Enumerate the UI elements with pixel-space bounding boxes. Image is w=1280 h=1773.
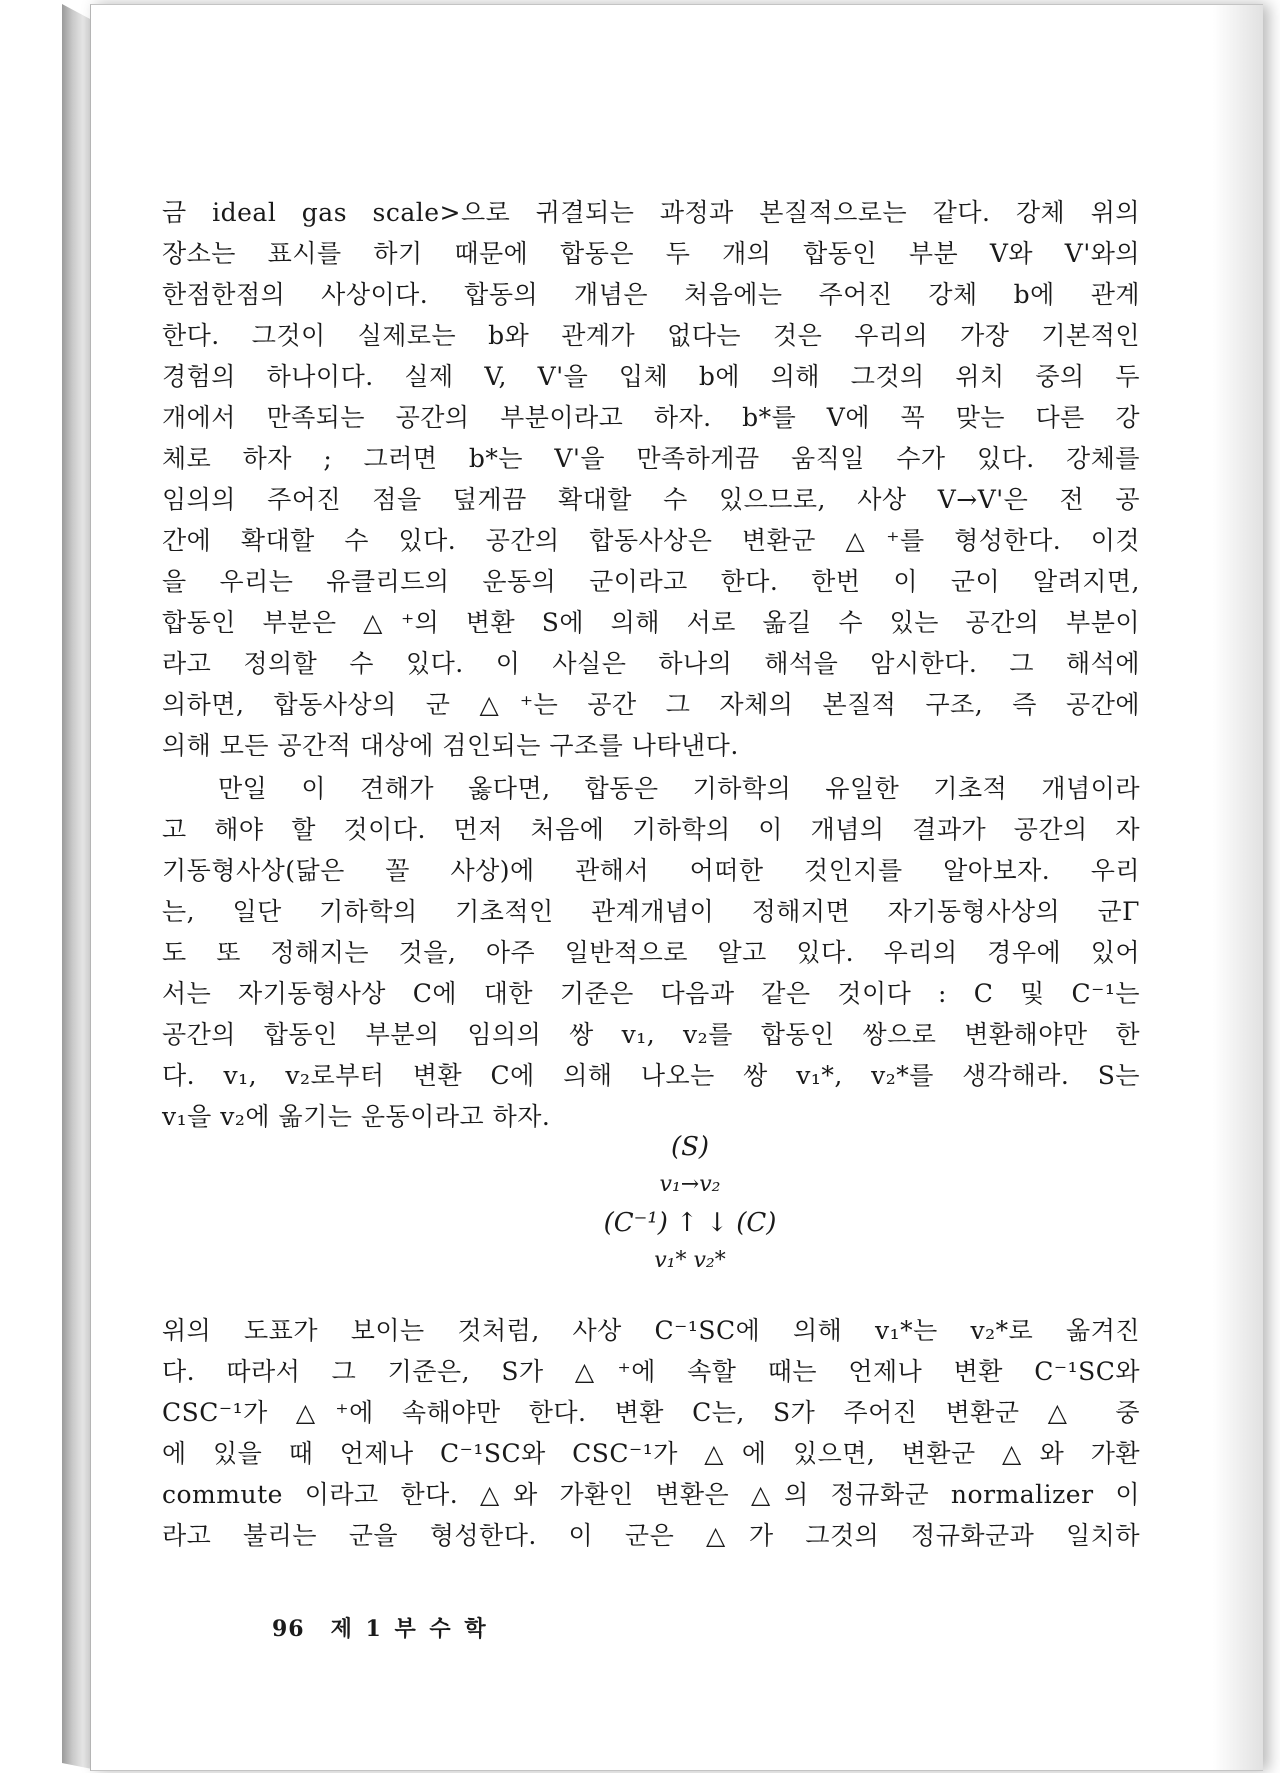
text-line: 기동형사상(닮은 꼴 사상)에 관해서 어떠한 것인지를 알아보자. 우리 bbox=[162, 856, 1140, 885]
text-line: 개에서 만족되는 공간의 부분이라고 하자. b*를 V에 꼭 맞는 다른 강 bbox=[162, 403, 1140, 432]
diagram-top-label: (S) bbox=[670, 1132, 710, 1162]
paragraph-3 bbox=[162, 1310, 1140, 1556]
page-number: 96 bbox=[272, 1616, 305, 1642]
text-line: 한점한점의 사상이다. 합동의 개념은 처음에는 주어진 강체 b에 관계 bbox=[162, 280, 1140, 309]
text-line: 서는 자기동형사상 C에 대한 기준은 다음과 같은 것이다 : C 및 C⁻¹는 bbox=[162, 979, 1140, 1008]
diagram-bottom-row: v₁* v₂* bbox=[654, 1248, 726, 1273]
paragraph-2 bbox=[162, 768, 1140, 1137]
text-line: 다. v₁, v₂로부터 변환 C에 의해 나오는 쌍 v₁*, v₂*를 생각해라. S는 bbox=[162, 1061, 1140, 1090]
text-line: 장소는 표시를 하기 때문에 합동은 두 개의 합동인 부분 V와 V'와의 bbox=[162, 239, 1140, 268]
text-line: 도 또 정해지는 것을, 아주 일반적으로 알고 있다. 우리의 경우에 있어 bbox=[162, 938, 1140, 967]
text-line: 만일 이 견해가 옳다면, 합동은 기하학의 유일한 기초적 개념이라 bbox=[218, 774, 1140, 803]
text-line: v₁을 v₂에 옮기는 운동이라고 하자. bbox=[162, 1102, 551, 1131]
text-line: 에 있을 때 언제나 C⁻¹SC와 CSC⁻¹가 △에 있으면, 변환군 △와 가환 bbox=[162, 1439, 1140, 1468]
main-text-continued bbox=[162, 1310, 1140, 1556]
text-line: 고 해야 할 것이다. 먼저 처음에 기하학의 이 개념의 결과가 공간의 자 bbox=[162, 815, 1140, 844]
diagram-middle-row: v₁→v₂ bbox=[659, 1172, 721, 1197]
text-line: 금 ideal gas scale>으로 귀결되는 과정과 본질적으로는 같다. 강체 위의 bbox=[162, 198, 1140, 227]
text-line: 을 우리는 유클리드의 운동의 군이라고 한다. 한번 이 군이 알려지면, bbox=[162, 567, 1140, 596]
diagram-arrows-row: (C⁻¹) ↑ ↓ (C) bbox=[603, 1208, 777, 1238]
text-line: 간에 확대할 수 있다. 공간의 합동사상은 변환군 △⁺를 형성한다. 이것 bbox=[162, 526, 1140, 555]
text-line: 임의의 주어진 점을 덮게끔 확대할 수 있으므로, 사상 V→V'은 전 공 bbox=[162, 485, 1140, 514]
text-line: CSC⁻¹가 △⁺에 속해야만 한다. 변환 C는, S가 주어진 변환군 △ 중 bbox=[162, 1398, 1140, 1427]
book-spine-edge bbox=[62, 4, 92, 1769]
paragraph-1 bbox=[162, 192, 1140, 766]
text-line: 공간의 합동인 부분의 임의의 쌍 v₁, v₂를 합동인 쌍으로 변환해야만 한 bbox=[162, 1020, 1140, 1049]
text-line: 한다. 그것이 실제로는 b와 관계가 없다는 것은 우리의 가장 기본적인 bbox=[162, 321, 1140, 350]
main-text bbox=[162, 192, 1140, 1137]
commutative-diagram bbox=[560, 1128, 820, 1280]
text-line: 라고 불리는 군을 형성한다. 이 군은 △가 그것의 정규화군과 일치하 bbox=[162, 1521, 1140, 1550]
text-line: commute 이라고 한다. △와 가환인 변환은 △의 정규화군 normalizer 이 bbox=[162, 1480, 1140, 1509]
text-line: 의해 모든 공간적 대상에 검인되는 구조를 나타낸다. bbox=[162, 731, 739, 760]
text-line: 의하면, 합동사상의 군 △⁺는 공간 그 자체의 본질적 구조, 즉 공간에 bbox=[162, 690, 1140, 719]
text-line: 경험의 하나이다. 실제 V, V'을 입체 b에 의해 그것의 위치 중의 두 bbox=[162, 362, 1140, 391]
text-line: 위의 도표가 보이는 것처럼, 사상 C⁻¹SC에 의해 v₁*는 v₂*로 옮겨진 bbox=[162, 1316, 1140, 1345]
text-line: 체로 하자 ; 그러면 b*는 V'을 만족하게끔 움직일 수가 있다. 강체를 bbox=[162, 444, 1140, 473]
page-footer bbox=[272, 1612, 489, 1643]
text-line: 는, 일단 기하학의 기초적인 관계개념이 정해지면 자기동형사상의 군Γ bbox=[162, 897, 1140, 926]
chapter-title: 제 1 부 수 학 bbox=[330, 1616, 489, 1642]
text-line: 라고 정의할 수 있다. 이 사실은 하나의 해석을 암시한다. 그 해석에 bbox=[162, 649, 1140, 678]
text-line: 합동인 부분은 △⁺의 변환 S에 의해 서로 옮길 수 있는 공간의 부분이 bbox=[162, 608, 1140, 637]
text-line: 다. 따라서 그 기준은, S가 △⁺에 속할 때는 언제나 변환 C⁻¹SC와 bbox=[162, 1357, 1140, 1386]
